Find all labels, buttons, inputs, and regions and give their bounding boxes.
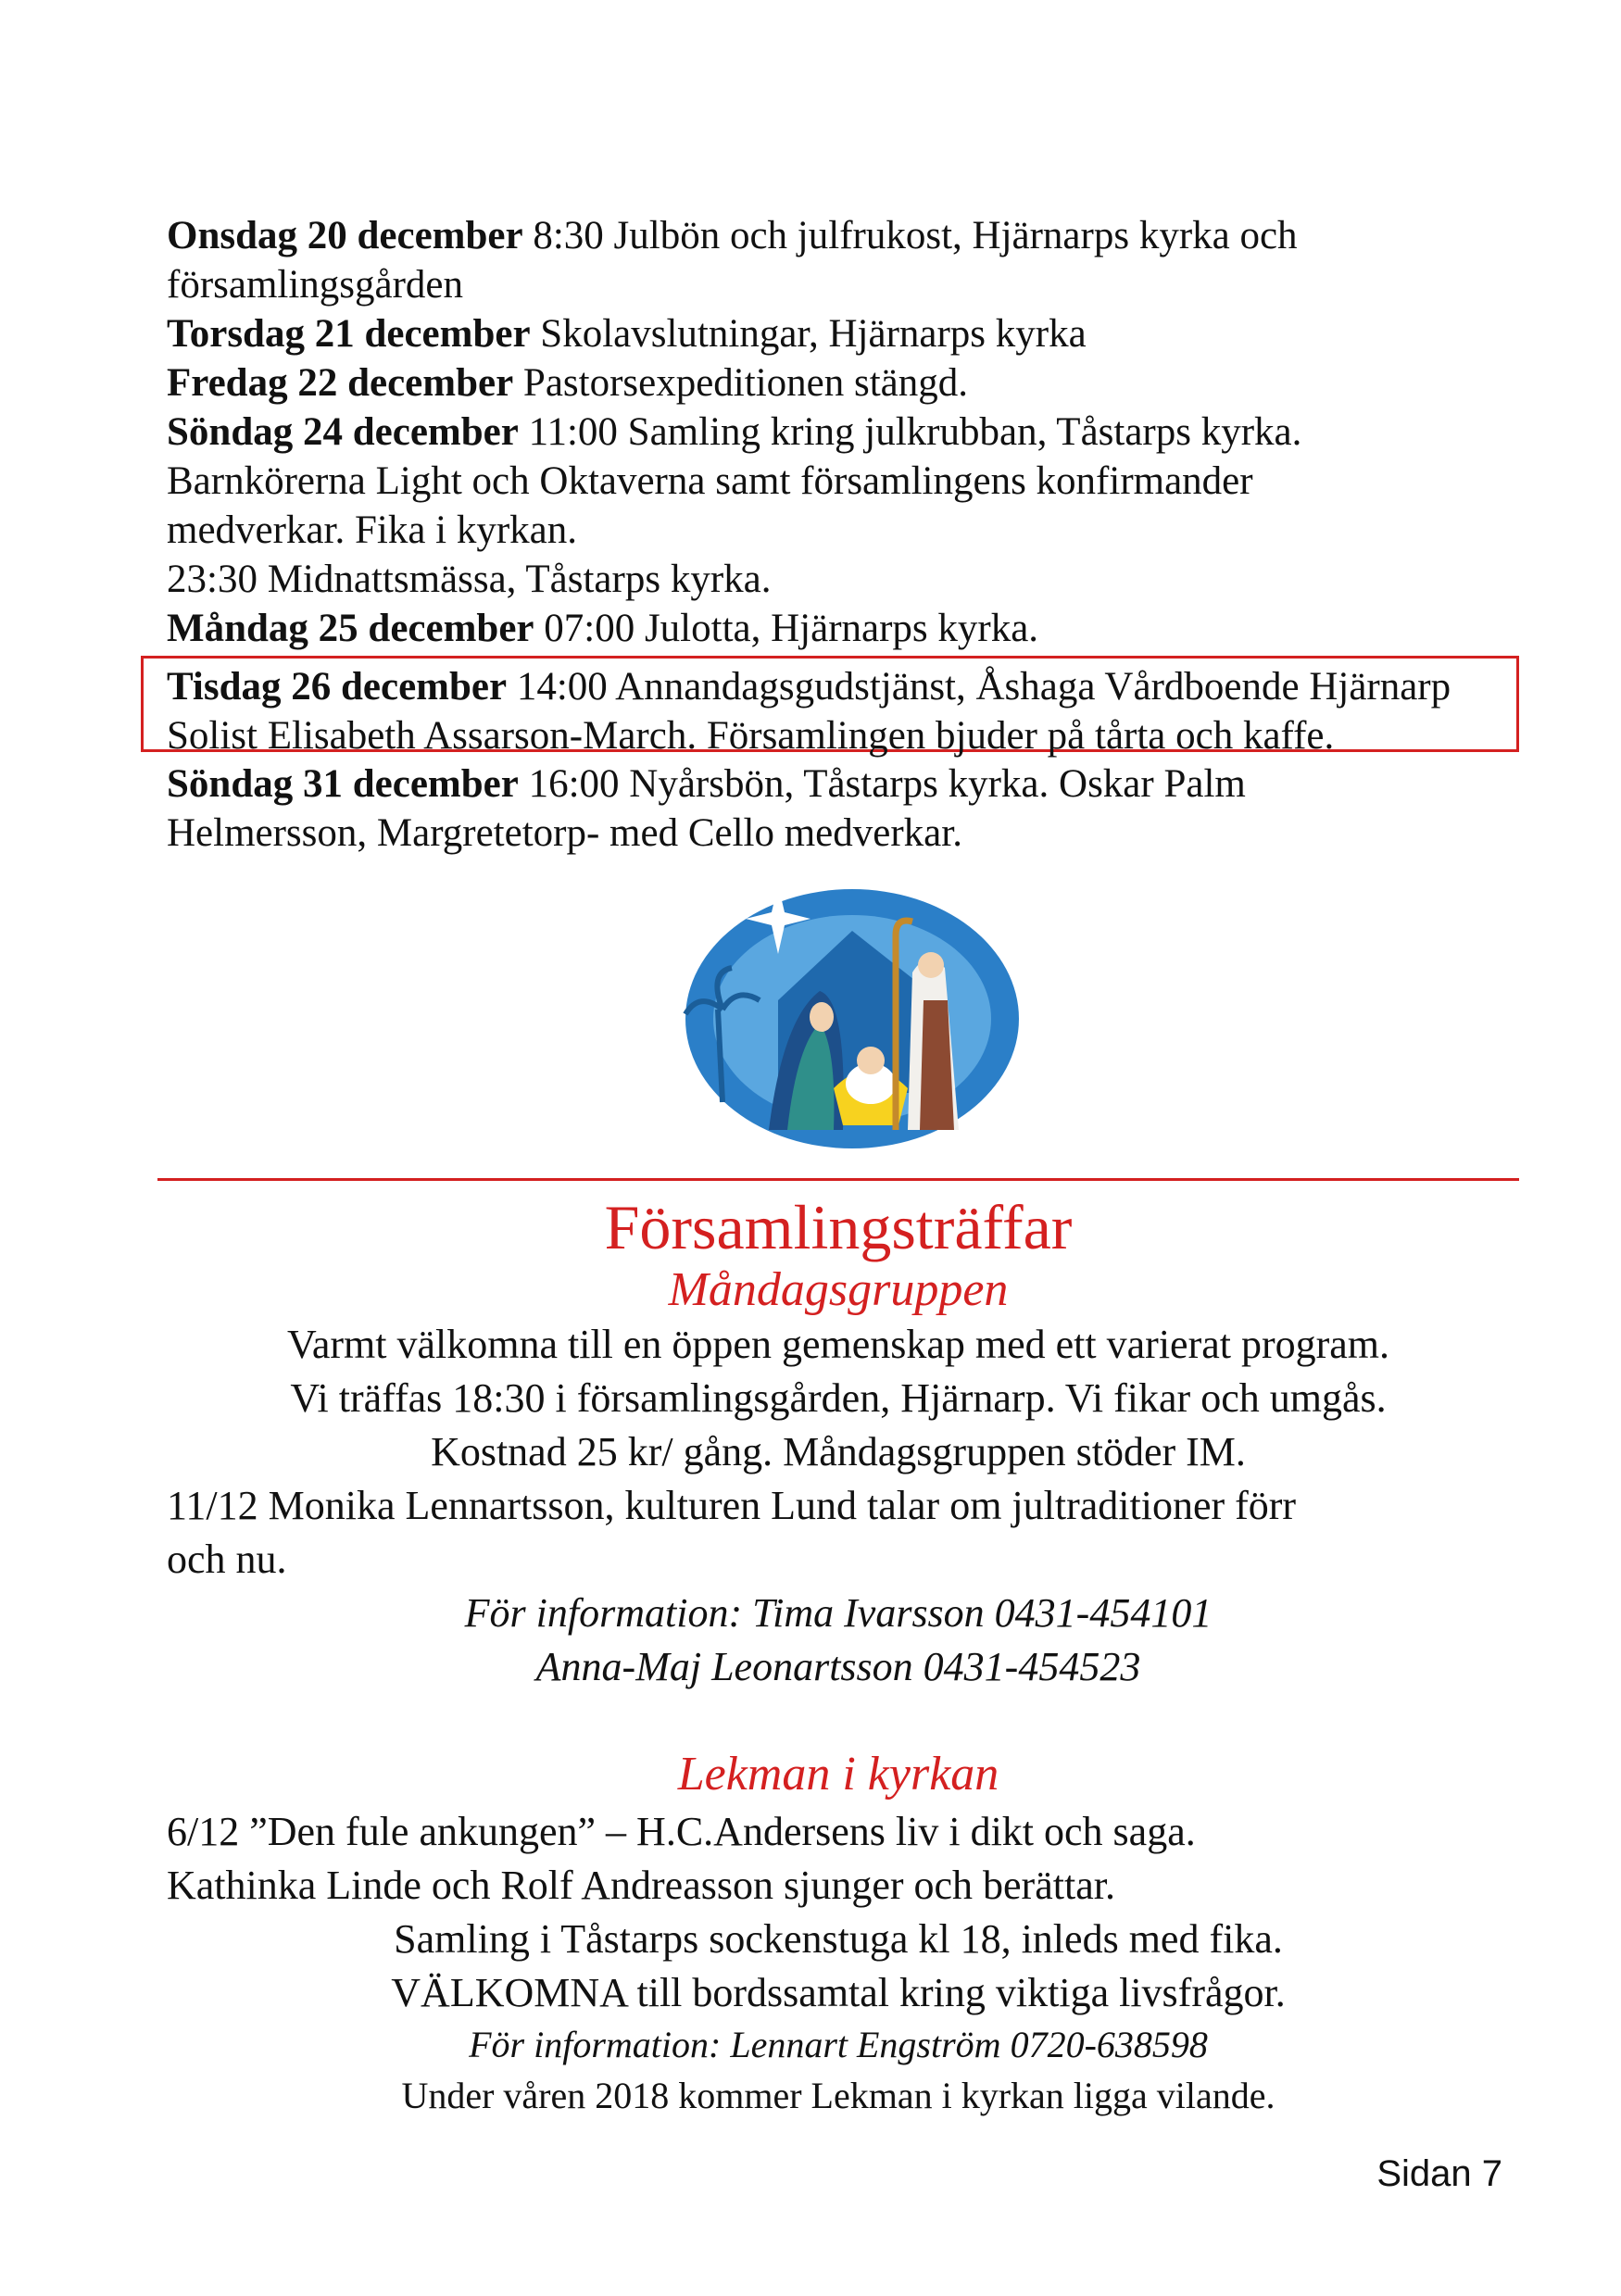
highlighted-schedule: [167, 662, 1538, 760]
schedule-day: Onsdag 20 december: [167, 214, 523, 257]
schedule-text: 07:00 Julotta, Hjärnarps kyrka.: [534, 607, 1039, 650]
schedule-text: 16:00 Nyårsbön, Tåstarps kyrka. Oskar Palm: [518, 762, 1246, 806]
schedule-line: [167, 309, 1538, 358]
schedule-list: [167, 211, 1538, 653]
schedule-text: 23:30 Midnattsmässa, Tåstarps kyrka.: [167, 558, 772, 601]
schedule-text: 8:30 Julbön och julfrukost, Hjärnarps kyrka och: [522, 214, 1298, 257]
schedule-day: Måndag 25 december: [167, 607, 534, 650]
schedule-day: Tisdag 26 december: [167, 665, 508, 709]
schedule-day: Söndag 24 december: [167, 410, 519, 454]
schedule-line: [167, 604, 1538, 653]
page-number: Sidan 7: [1376, 2153, 1502, 2194]
mandag-talk: 11/12 Monika Lennartsson, kulturen Lund talar om jultraditioner förr: [167, 1483, 1297, 1528]
mandag-line: Vi träffas 18:30 i församlingsgården, Hjärnarp. Vi fikar och umgås.: [290, 1375, 1387, 1421]
mandag-talk: och nu.: [167, 1537, 287, 1582]
mandag-line: Kostnad 25 kr/ gång. Måndagsgruppen stöder IM.: [431, 1429, 1246, 1474]
schedule-text: Pastorsexpeditionen stängd.: [513, 361, 969, 405]
lekman-event: 6/12 ”Den fule ankungen” – H.C.Andersens liv i dikt och saga.: [167, 1809, 1196, 1854]
schedule-line: [167, 506, 1538, 555]
lekman-event: Kathinka Linde och Rolf Andreasson sjunger och berättar.: [167, 1863, 1115, 1908]
schedule-line: [167, 759, 1538, 809]
schedule-text: Barnkörerna Light och Oktaverna samt församlingens konfirmander: [167, 459, 1253, 503]
schedule-line: [167, 408, 1538, 457]
schedule-text: 14:00 Annandagsgudstjänst, Åshaga Vårdboende Hjärnarp: [507, 665, 1451, 709]
schedule-text: församlingsgården: [167, 263, 464, 307]
nativity-illustration: [681, 861, 1024, 1148]
schedule-text: 11:00 Samling kring julkrubban, Tåstarps kyrka.: [518, 410, 1302, 454]
section-title: Församlingsträffar: [604, 1192, 1073, 1262]
schedule-text: Helmersson, Margretetorp- med Cello medverkar.: [167, 811, 962, 855]
lekman-contact: För information: Lennart Engström 0720-638598: [469, 2024, 1208, 2065]
schedule-text: medverkar. Fika i kyrkan.: [167, 508, 578, 552]
section-divider: [157, 1178, 1519, 1181]
schedule-line: [167, 662, 1538, 711]
schedule-tail: [167, 759, 1538, 858]
lekman-heading: Lekman i kyrkan: [677, 1748, 999, 1800]
schedule-day: Torsdag 21 december: [167, 312, 531, 356]
mandag-contact: Anna-Maj Leonartsson 0431-454523: [535, 1644, 1141, 1689]
schedule-line: [167, 457, 1538, 506]
lekman-line: Samling i Tåstarps sockenstuga kl 18, inleds med fika.: [394, 1916, 1283, 1962]
schedule-line: [167, 211, 1538, 260]
schedule-day: Fredag 22 december: [167, 361, 514, 405]
mandag-heading: Måndagsgruppen: [668, 1263, 1009, 1316]
schedule-text: Solist Elisabeth Assarson-March. Församlingen bjuder på tårta och kaffe.: [167, 714, 1335, 758]
schedule-text: Skolavslutningar, Hjärnarps kyrka: [530, 312, 1087, 356]
mandag-line: Varmt välkomna till en öppen gemenskap med ett varierat program.: [286, 1322, 1390, 1367]
lekman-note: Under våren 2018 kommer Lekman i kyrkan ligga vilande.: [401, 2075, 1275, 2116]
schedule-line: [167, 711, 1538, 760]
schedule-line: [167, 555, 1538, 604]
schedule-day: Söndag 31 december: [167, 762, 519, 806]
mandag-contact: För information: Tima Ivarsson 0431-454101: [464, 1590, 1213, 1636]
schedule-line: [167, 260, 1538, 309]
lekman-line: VÄLKOMNA till bordssamtal kring viktiga livsfrågor.: [391, 1970, 1286, 2015]
schedule-line: [167, 358, 1538, 408]
schedule-line: [167, 809, 1538, 858]
